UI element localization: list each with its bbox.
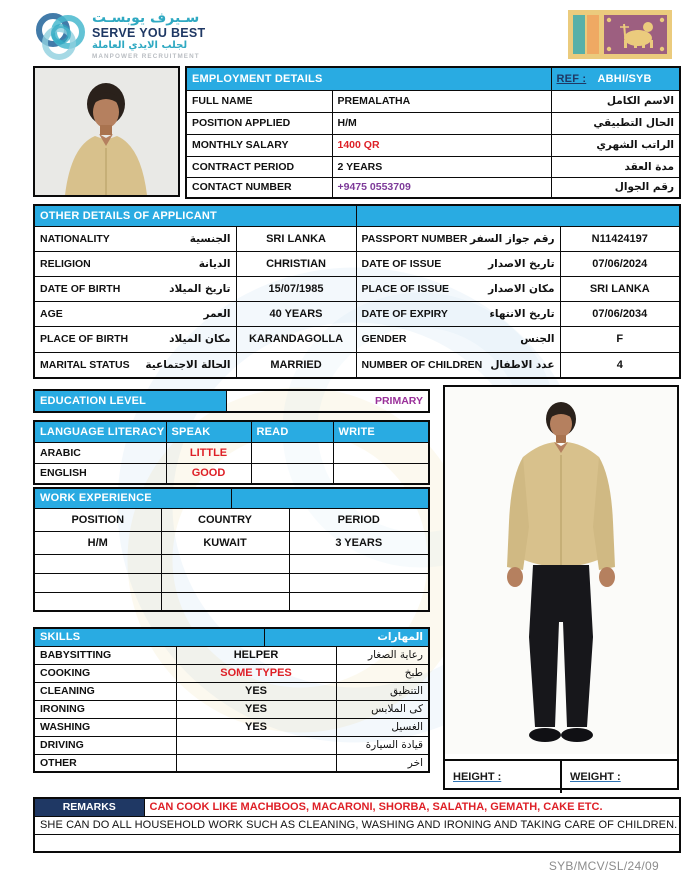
field-label-arabic: عدد الاطفال [490, 358, 555, 371]
field-label-arabic: تاريخ الانتهاء [489, 307, 555, 320]
column-header: READ [251, 421, 333, 442]
skill-value: YES [176, 718, 336, 736]
other-details-row [34, 301, 680, 326]
write-level [333, 442, 429, 463]
employment-row [186, 112, 680, 134]
field-value: MARRIED [236, 352, 356, 378]
agency-logo-text [92, 11, 242, 61]
headshot-illustration [35, 68, 178, 195]
other-details-row [34, 276, 680, 301]
employment-row [186, 156, 680, 177]
field-value: 07/06/2034 [560, 301, 680, 326]
field-label: PASSPORT NUMBER [361, 232, 468, 245]
skill-name: COOKING [34, 664, 176, 682]
employment-ref-cell [551, 67, 680, 90]
read-level [251, 463, 333, 484]
work-experience-row [34, 592, 429, 611]
period: 3 YEARS [289, 531, 429, 554]
field-value: KARANDAGOLLA [236, 326, 356, 352]
field-value: N11424197 [560, 226, 680, 251]
skill-value [176, 754, 336, 772]
field-value: PREMALATHA [332, 90, 551, 112]
field-value: 07/06/2024 [560, 251, 680, 276]
skill-name-arabic: التنظيق [336, 682, 429, 700]
skill-name: OTHER [34, 754, 176, 772]
field-label: DATE OF BIRTH [40, 282, 121, 295]
other-details-row [34, 326, 680, 352]
period [289, 554, 429, 573]
country [161, 573, 289, 592]
height-label: HEIGHT : [453, 771, 502, 783]
skill-value: SOME TYPES [176, 664, 336, 682]
field-value: SRI LANKA [236, 226, 356, 251]
skill-name: CLEANING [34, 682, 176, 700]
employment-row [186, 90, 680, 112]
skills-section-title-arabic: المهارات [264, 628, 429, 646]
language-name: ARABIC [34, 442, 166, 463]
skill-name-arabic: كى الملابس [336, 700, 429, 718]
skills-row [34, 682, 429, 700]
speak-level: LITTLE [166, 442, 251, 463]
field-label-arabic: تاريخ الاصدار [488, 257, 555, 270]
skills-row [34, 718, 429, 736]
agency-name: SERVE YOU BEST [92, 26, 206, 40]
field-label-arabic: رقم الجوال [551, 177, 680, 198]
field-value-salary: 1400 QR [332, 134, 551, 156]
other-details-row [34, 226, 680, 251]
field-label: DATE OF EXPIRY [361, 307, 448, 320]
field-value: H/M [332, 112, 551, 134]
skill-name-arabic: اخر [336, 754, 429, 772]
speak-level: GOOD [166, 463, 251, 484]
field-label-arabic: تاريخ الميلاد [169, 282, 231, 295]
field-value: 4 [560, 352, 680, 378]
skill-name-arabic: رعاية الصغار [336, 646, 429, 664]
agency-tagline-arabic: لجلب الايدي العاملة [92, 40, 188, 51]
remarks-empty-row [34, 834, 680, 852]
other-details-row [34, 352, 680, 378]
education-level-label: EDUCATION LEVEL [34, 390, 226, 412]
country [161, 592, 289, 611]
column-header: COUNTRY [161, 508, 289, 531]
other-details-row [34, 251, 680, 276]
skill-name: WASHING [34, 718, 176, 736]
employment-details-table [185, 66, 681, 199]
field-label-arabic: رقم جواز السفر [469, 232, 555, 245]
field-label: DATE OF ISSUE [361, 257, 442, 270]
skill-name-arabic: طبخ [336, 664, 429, 682]
skill-value [176, 736, 336, 754]
other-details-header-spacer [356, 205, 680, 226]
column-header: SPEAK [166, 421, 251, 442]
skill-name: BABYSITTING [34, 646, 176, 664]
column-header: PERIOD [289, 508, 429, 531]
field-label-arabic: الجنسية [189, 232, 231, 245]
agency-tagline: MANPOWER RECRUITMENT [92, 53, 200, 60]
fullbody-illustration [445, 387, 677, 754]
field-label: PLACE OF ISSUE [361, 282, 450, 295]
work-experience-row [34, 554, 429, 573]
field-label: RELIGION [40, 257, 91, 270]
column-header: LANGUAGE LITERACY [34, 421, 166, 442]
language-name: ENGLISH [34, 463, 166, 484]
field-label-arabic: العمر [203, 307, 231, 320]
skill-value: HELPER [176, 646, 336, 664]
employment-row [186, 134, 680, 156]
skill-name-arabic: الغسيل [336, 718, 429, 736]
field-label-arabic: الديانة [198, 257, 231, 270]
skills-row [34, 664, 429, 682]
write-level [333, 463, 429, 484]
field-label: CONTACT NUMBER [186, 177, 332, 198]
skills-row [34, 700, 429, 718]
work-experience-section-title: WORK EXPERIENCE [34, 488, 231, 508]
position [34, 573, 161, 592]
column-header: POSITION [34, 508, 161, 531]
field-value: 40 YEARS [236, 301, 356, 326]
work-experience-header-spacer [231, 488, 429, 508]
document-reference-number: SYB/MCV/SL/24/09 [548, 859, 659, 873]
employment-row [186, 177, 680, 198]
field-label-arabic: الحال التطبيقي [551, 112, 680, 134]
skills-row [34, 646, 429, 664]
field-label-arabic: الجنس [520, 333, 555, 345]
field-value-contact: +9475 0553709 [332, 177, 551, 198]
sri-lanka-flag-icon [568, 10, 672, 59]
field-label-arabic: مدة العقد [551, 156, 680, 177]
remarks-line2: SHE CAN DO ALL HOUSEHOLD WORK SUCH AS CLEANING, WASHING AND IRONING AND TAKING CARE OF CHILDREN. [34, 816, 680, 834]
field-value: F [560, 326, 680, 352]
position [34, 592, 161, 611]
country [161, 554, 289, 573]
skill-name: IRONING [34, 700, 176, 718]
applicant-fullbody-photo-box [443, 385, 679, 790]
skills-table [33, 627, 430, 773]
skills-row [34, 754, 429, 772]
field-label: GENDER [361, 333, 407, 345]
education-level-value: PRIMARY [226, 390, 429, 412]
field-label: MARITAL STATUS [40, 358, 130, 371]
column-header: WRITE [333, 421, 429, 442]
period [289, 573, 429, 592]
field-label-arabic: الراتب الشهري [551, 134, 680, 156]
field-value: 15/07/1985 [236, 276, 356, 301]
field-label: PLACE OF BIRTH [40, 333, 129, 345]
work-experience-table [33, 487, 430, 612]
period [289, 592, 429, 611]
remarks-table [33, 797, 681, 853]
other-details-table [33, 204, 681, 379]
field-label-arabic: مكان الميلاد [169, 333, 231, 345]
field-value: 2 YEARS [332, 156, 551, 177]
applicant-headshot-photo [33, 66, 180, 197]
field-label: MONTHLY SALARY [186, 134, 332, 156]
position: H/M [34, 531, 161, 554]
language-literacy-table [33, 420, 430, 485]
other-details-section-title: OTHER DETAILS OF APPLICANT [34, 205, 356, 226]
field-label: NUMBER OF CHILDREN [361, 358, 483, 371]
education-level-table [33, 389, 430, 413]
employment-section-title: EMPLOYMENT DETAILS [186, 67, 551, 90]
skill-value: YES [176, 682, 336, 700]
field-label-arabic: الحالة الاجتماعية [145, 358, 231, 371]
language-row [34, 442, 429, 463]
field-label-arabic: الاسم الكامل [551, 90, 680, 112]
country: KUWAIT [161, 531, 289, 554]
field-value: SRI LANKA [560, 276, 680, 301]
field-label: AGE [40, 307, 63, 320]
skills-section-title: SKILLS [34, 628, 264, 646]
weight-label: WEIGHT : [570, 771, 621, 783]
language-row [34, 463, 429, 484]
work-experience-row [34, 573, 429, 592]
remarks-line1: CAN COOK LIKE MACHBOOS, MACARONI, SHORBA, SALATHA, GEMATH, CAKE ETC. [144, 798, 680, 816]
ref-label: REF : [556, 72, 587, 85]
agency-logo-icon [28, 6, 90, 64]
remarks-label: REMARKS [34, 798, 144, 816]
skill-name: DRIVING [34, 736, 176, 754]
skill-name-arabic: قيادة السيارة [336, 736, 429, 754]
position [34, 554, 161, 573]
field-label-arabic: مكان الاصدار [488, 282, 555, 295]
field-value: CHRISTIAN [236, 251, 356, 276]
read-level [251, 442, 333, 463]
agency-name-arabic: سـيرف يوبسـت [92, 10, 200, 26]
field-label: CONTRACT PERIOD [186, 156, 332, 177]
field-label: POSITION APPLIED [186, 112, 332, 134]
field-label: FULL NAME [186, 90, 332, 112]
work-experience-row [34, 531, 429, 554]
skills-row [34, 736, 429, 754]
ref-value: ABHI/SYB [597, 72, 652, 85]
skill-value: YES [176, 700, 336, 718]
field-label: NATIONALITY [40, 232, 110, 245]
